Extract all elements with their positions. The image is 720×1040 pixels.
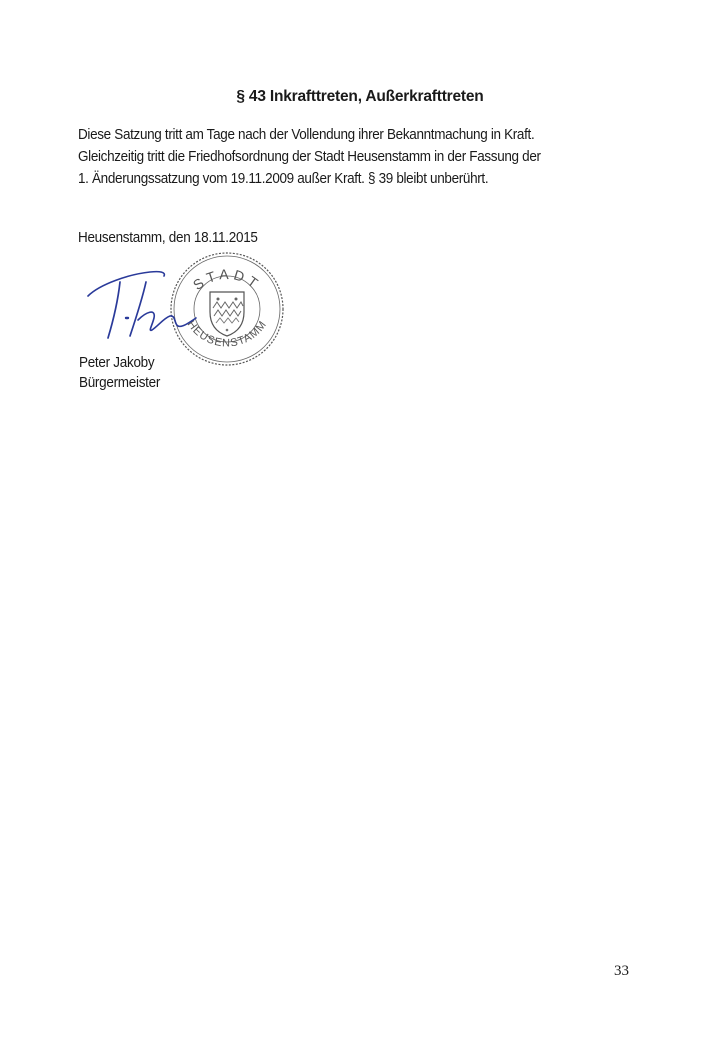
- signer-title: Bürgermeister: [79, 375, 161, 391]
- body-line: Gleichzeitig tritt die Friedhofsordnung der Stadt Heusenstamm in der Fassung der: [78, 149, 541, 165]
- body-line: 1. Änderungssatzung vom 19.11.2009 außer Kraft. § 39 bleibt unberührt.: [78, 171, 489, 187]
- signer-name: Peter Jakoby: [79, 355, 155, 371]
- section-body: [78, 124, 617, 190]
- page-number: 33: [614, 963, 629, 979]
- handwritten-signature: [80, 260, 220, 360]
- body-line: Diese Satzung tritt am Tage nach der Vollendung ihrer Bekanntmachung in Kraft.: [78, 127, 535, 143]
- signer-block: [79, 353, 160, 393]
- seal-text-top: STADT: [189, 265, 265, 294]
- section-heading: § 43 Inkrafttreten, Außerkrafttreten: [236, 88, 484, 105]
- place-date: Heusenstamm, den 18.11.2015: [78, 230, 258, 246]
- seal-text-bottom: HEUSENSTAMM: [184, 318, 270, 350]
